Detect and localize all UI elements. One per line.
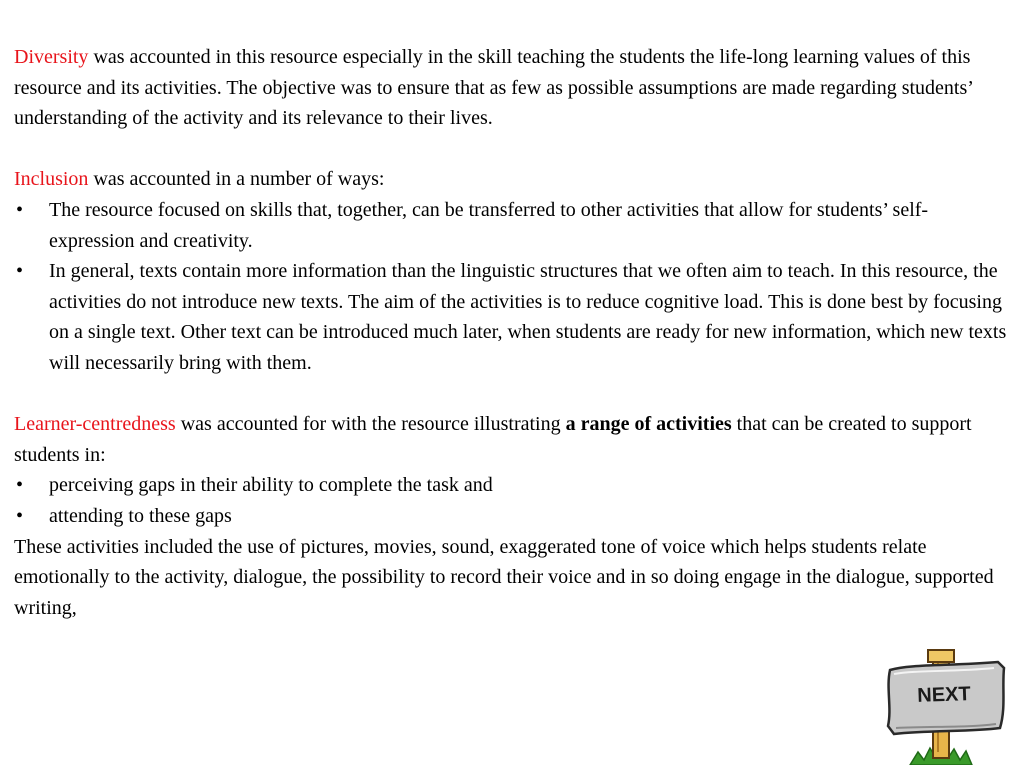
learner-text-after: that can be created to support students in: — [14, 413, 972, 466]
bullet-icon: • — [16, 474, 24, 497]
inclusion-text: was accounted in a number of ways: — [88, 168, 385, 191]
slide-body — [14, 42, 1010, 623]
list-item — [14, 195, 1010, 256]
bullet-text: The resource focused on skills that, together, can be transferred to other activities that allow for students’ self-expression and creativity. — [49, 198, 929, 252]
list-item — [14, 501, 1010, 532]
learner-paragraph — [14, 409, 1010, 470]
inclusion-paragraph — [14, 164, 1010, 195]
closing-paragraph: These activities included the use of pictures, movies, sound, exaggerated tone of voice which helps students relate emotionally to the activity, dialogue, the possibility to record their voice and in so doing engage in the dialogue, supported writing, — [14, 535, 994, 619]
next-label[interactable]: NEXT — [916, 683, 972, 707]
diversity-text: was accounted in this resource especially in the skill teaching the students the life-long learning values of this resource and its activities. The objective was to ensure that as few as possible assumptions are made regarding students’ understanding of the activity and its relevance to their lives. — [14, 46, 973, 130]
bullet-icon: • — [16, 260, 24, 283]
diversity-term: Diversity — [14, 46, 89, 68]
next-button[interactable] — [880, 648, 1010, 765]
inclusion-bullet-list — [14, 195, 1010, 379]
spacer — [14, 379, 1010, 410]
learner-bullet-list — [14, 470, 1010, 531]
bullet-text: In general, texts contain more information than the linguistic structures that we often aim to teach. In this resource, the activities do not introduce new texts. The aim of the activities is to reduce cognitive load. This is done best by focusing on a single text. Other text can be introduced much later, when students are ready for new information, which new texts will necessarily bring with them. — [49, 260, 1007, 374]
learner-term: Learner-centredness — [14, 413, 176, 436]
list-item — [14, 256, 1010, 378]
learner-text-before: was accounted for with the resource illustrating — [175, 413, 566, 436]
list-item — [14, 470, 1010, 501]
bullet-text: perceiving gaps in their ability to complete the task and — [49, 474, 493, 497]
bullet-icon: • — [16, 504, 24, 527]
diversity-paragraph — [14, 42, 1010, 134]
bullet-icon: • — [16, 198, 24, 221]
spacer — [14, 134, 1010, 165]
bullet-text: attending to these gaps — [49, 504, 232, 527]
inclusion-term: Inclusion — [14, 168, 89, 191]
learner-bold-phrase: a range of activities — [565, 413, 732, 436]
